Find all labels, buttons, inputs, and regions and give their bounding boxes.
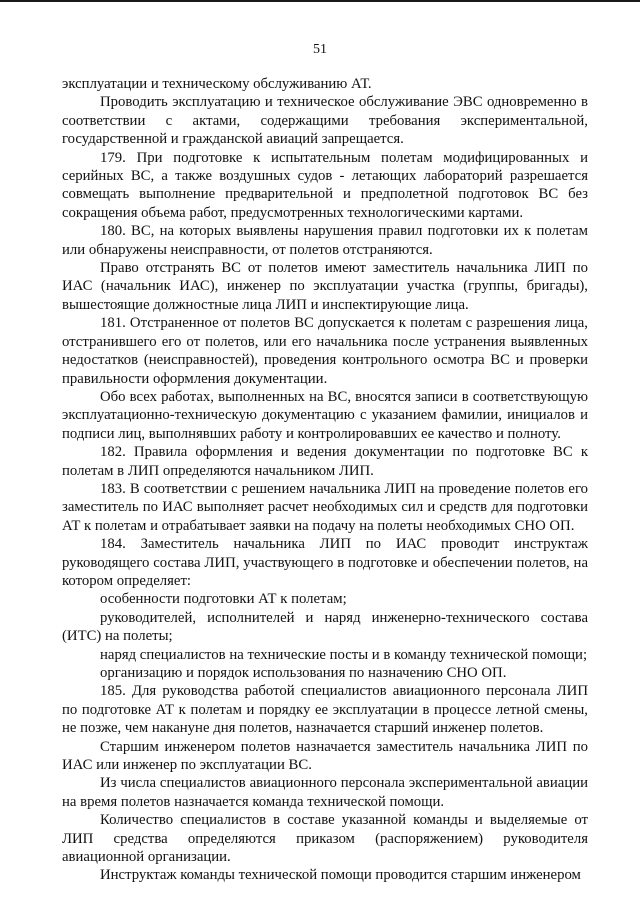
- paragraph: Старшим инженером полетов назначается заместитель начальника ЛИП по ИАС или инженер по эксплуатации ВС.: [62, 738, 588, 774]
- paragraph: 184. Заместитель начальника ЛИП по ИАС проводит инструктаж руководящего состава ЛИП, участвующего в подготовке и обеспечении полетов, на котором определяет:: [62, 536, 588, 589]
- paragraph: 181. Отстраненное от полетов ВС допускается к полетам с разрешения лица, отстранившего его от полетов, или его начальника после устранения выявленных недостатков (неисправностей), проведения контрольного осмотра ВС и проверки правильности оформления документации.: [62, 315, 588, 387]
- page-number: 51: [313, 42, 327, 57]
- paragraph: наряд специалистов на технические посты и в команду технической помощи;: [100, 646, 588, 663]
- document-body: [62, 75, 588, 885]
- paragraph: организацию и порядок использования по назначению СНО ОП.: [100, 665, 507, 681]
- paragraph: 180. ВС, на которых выявлены нарушения правил подготовки их к полетам или обнаружены неисправности, от полетов отстраняются.: [62, 223, 588, 258]
- paragraph: Право отстранять ВС от полетов имеют заместитель начальника ЛИП по ИАС (начальник ИАС), инженер по эксплуатации участка (группы, бригады), вышестоящие должностные лица ЛИП и инспектирующие лица.: [62, 260, 588, 313]
- paragraph: 182. Правила оформления и ведения документации по подготовке ВС к полетам в ЛИП определяются начальником ЛИП.: [62, 444, 588, 479]
- paragraph: особенности подготовки АТ к полетам;: [100, 591, 347, 608]
- paragraph: 183. В соответствии с решением начальника ЛИП на проведение полетов его заместитель по ИАС выполняет расчет необходимых сил и средств для подготовки АТ к полетам и отрабатывает заявки на подачу на полеты необходимых СНО ОП.: [62, 480, 588, 534]
- paragraph: 185. Для руководства работой специалистов авиационного персонала ЛИП по подготовке АТ к полетам и порядку ее эксплуатации в процессе летной смены, не позже, чем накануне дня полетов, назначается старший инженер полетов.: [62, 683, 588, 737]
- paragraph: эксплуатации и техническому обслуживанию АТ.: [62, 76, 372, 92]
- paragraph: Проводить эксплуатацию и техническое обслуживание ЭВС одновременно в соответствии с актами, содержащими требования экспериментальной, государственной и гражданской авиаций запрещается.: [62, 94, 588, 148]
- paragraph: Количество специалистов в составе указанной команды и выделяемые от ЛИП средства определяются приказом (распоряжением) руководителя авиационной организации.: [62, 812, 588, 866]
- paragraph: руководителей, исполнителей и наряд инженерно-технического состава (ИТС) на полеты;: [62, 609, 588, 645]
- paragraph: Обо всех работах, выполненных на ВС, вносятся записи в соответствующую эксплуатационно-техническую документацию с указанием фамилии, инициалов и подписи лиц, выполнявших работу и контролировавших ее качество и полноту.: [62, 388, 588, 442]
- paragraph: Из числа специалистов авиационного персонала экспериментальной авиации на время полетов назначается команда технической помощи.: [62, 775, 588, 810]
- paragraph: Инструктаж команды технической помощи проводится старшим инженером: [100, 867, 581, 884]
- paragraph: 179. При подготовке к испытательным полетам модифицированных и серийных ВС, а также воздушных судов - летающих лабораторий разрешается совмещать выполнение предварительной и предполетной подготовок ВС без сокращения объема работ, предусмотренных технологическими картами.: [62, 149, 588, 221]
